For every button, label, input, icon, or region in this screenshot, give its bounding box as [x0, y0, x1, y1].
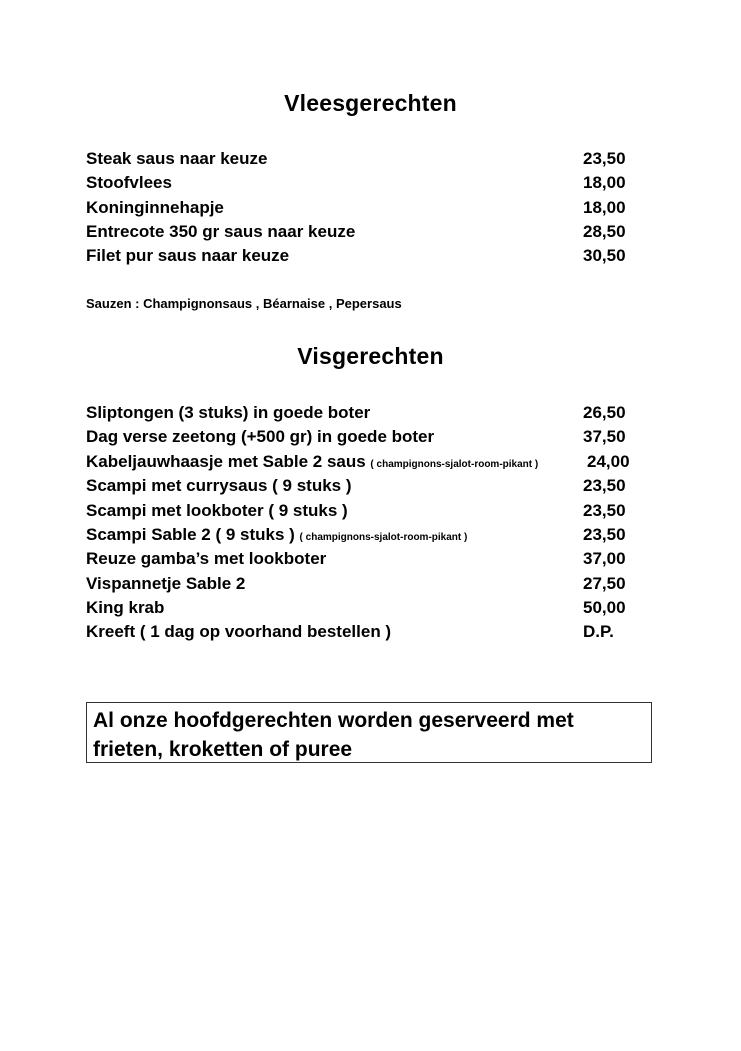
fish-item-name: Vispannetje Sable 2	[86, 574, 246, 593]
fish-item	[86, 501, 348, 521]
fish-item	[86, 574, 245, 594]
fish-item-name: Scampi met currysaus ( 9 stuks )	[86, 476, 352, 495]
fish-item-note: ( champignons-sjalot-room-pikant )	[370, 459, 539, 470]
fish-item-name: Kabeljauwhaasje met Sable 2 saus	[86, 452, 366, 471]
fish-item	[86, 476, 352, 496]
meat-item-name: Entrecote 350 gr saus naar keuze	[86, 222, 356, 241]
fish-item-price: 23,50	[583, 501, 626, 520]
fish-item-price: D.P.	[583, 622, 614, 641]
fish-item	[86, 622, 391, 642]
meat-item-price: 18,00	[583, 173, 626, 192]
sauces-note: Sauzen : Champignonsaus , Béarnaise , Pepersaus	[86, 296, 402, 311]
meat-item-price: 18,00	[583, 198, 626, 217]
fish-item-name: Dag verse zeetong (+500 gr) in goede boter	[86, 427, 435, 446]
fish-item-name: Kreeft ( 1 dag op voorhand bestellen )	[86, 622, 392, 641]
fish-item-price: 50,00	[583, 598, 626, 617]
fish-item	[86, 403, 370, 423]
fish-item	[86, 598, 164, 618]
fish-item-name: Sliptongen (3 stuks) in goede boter	[86, 403, 371, 422]
fish-item-name: King krab	[86, 598, 165, 617]
meat-item-price: 28,50	[583, 222, 626, 241]
fish-item	[86, 427, 434, 447]
meat-item-price: 30,50	[583, 246, 626, 265]
fish-item-name: Reuze gamba’s met lookboter	[86, 549, 327, 568]
fish-item	[86, 549, 326, 569]
served-with-line-2: frieten, kroketten of puree	[93, 738, 353, 761]
fish-item-price: 26,50	[583, 403, 626, 422]
meat-item-name: Filet pur saus naar keuze	[86, 246, 290, 265]
fish-item-price: 27,50	[583, 574, 626, 593]
fish-item-price: 37,00	[583, 549, 626, 568]
fish-item-price: 23,50	[583, 525, 626, 544]
fish-item	[86, 452, 538, 472]
served-with-box	[86, 702, 652, 763]
meat-item-name: Stoofvlees	[86, 173, 172, 192]
fish-item-price: 23,50	[583, 476, 626, 495]
meat-item-name: Koninginnehapje	[86, 198, 224, 217]
meat-item-price: 23,50	[583, 149, 626, 168]
meat-item-name: Steak saus naar keuze	[86, 149, 268, 168]
fish-heading: Visgerechten	[297, 343, 444, 369]
fish-item	[86, 525, 467, 545]
served-with-line-1: Al onze hoofdgerechten worden geserveerd met	[93, 709, 574, 732]
fish-item-price: 37,50	[583, 427, 626, 446]
fish-item-name: Scampi Sable 2 ( 9 stuks )	[86, 525, 295, 544]
meat-heading: Vleesgerechten	[284, 90, 457, 116]
fish-item-note: ( champignons-sjalot-room-pikant )	[299, 532, 468, 543]
fish-item-price: 24,00	[587, 452, 630, 471]
fish-item-name: Scampi met lookboter ( 9 stuks )	[86, 501, 348, 520]
